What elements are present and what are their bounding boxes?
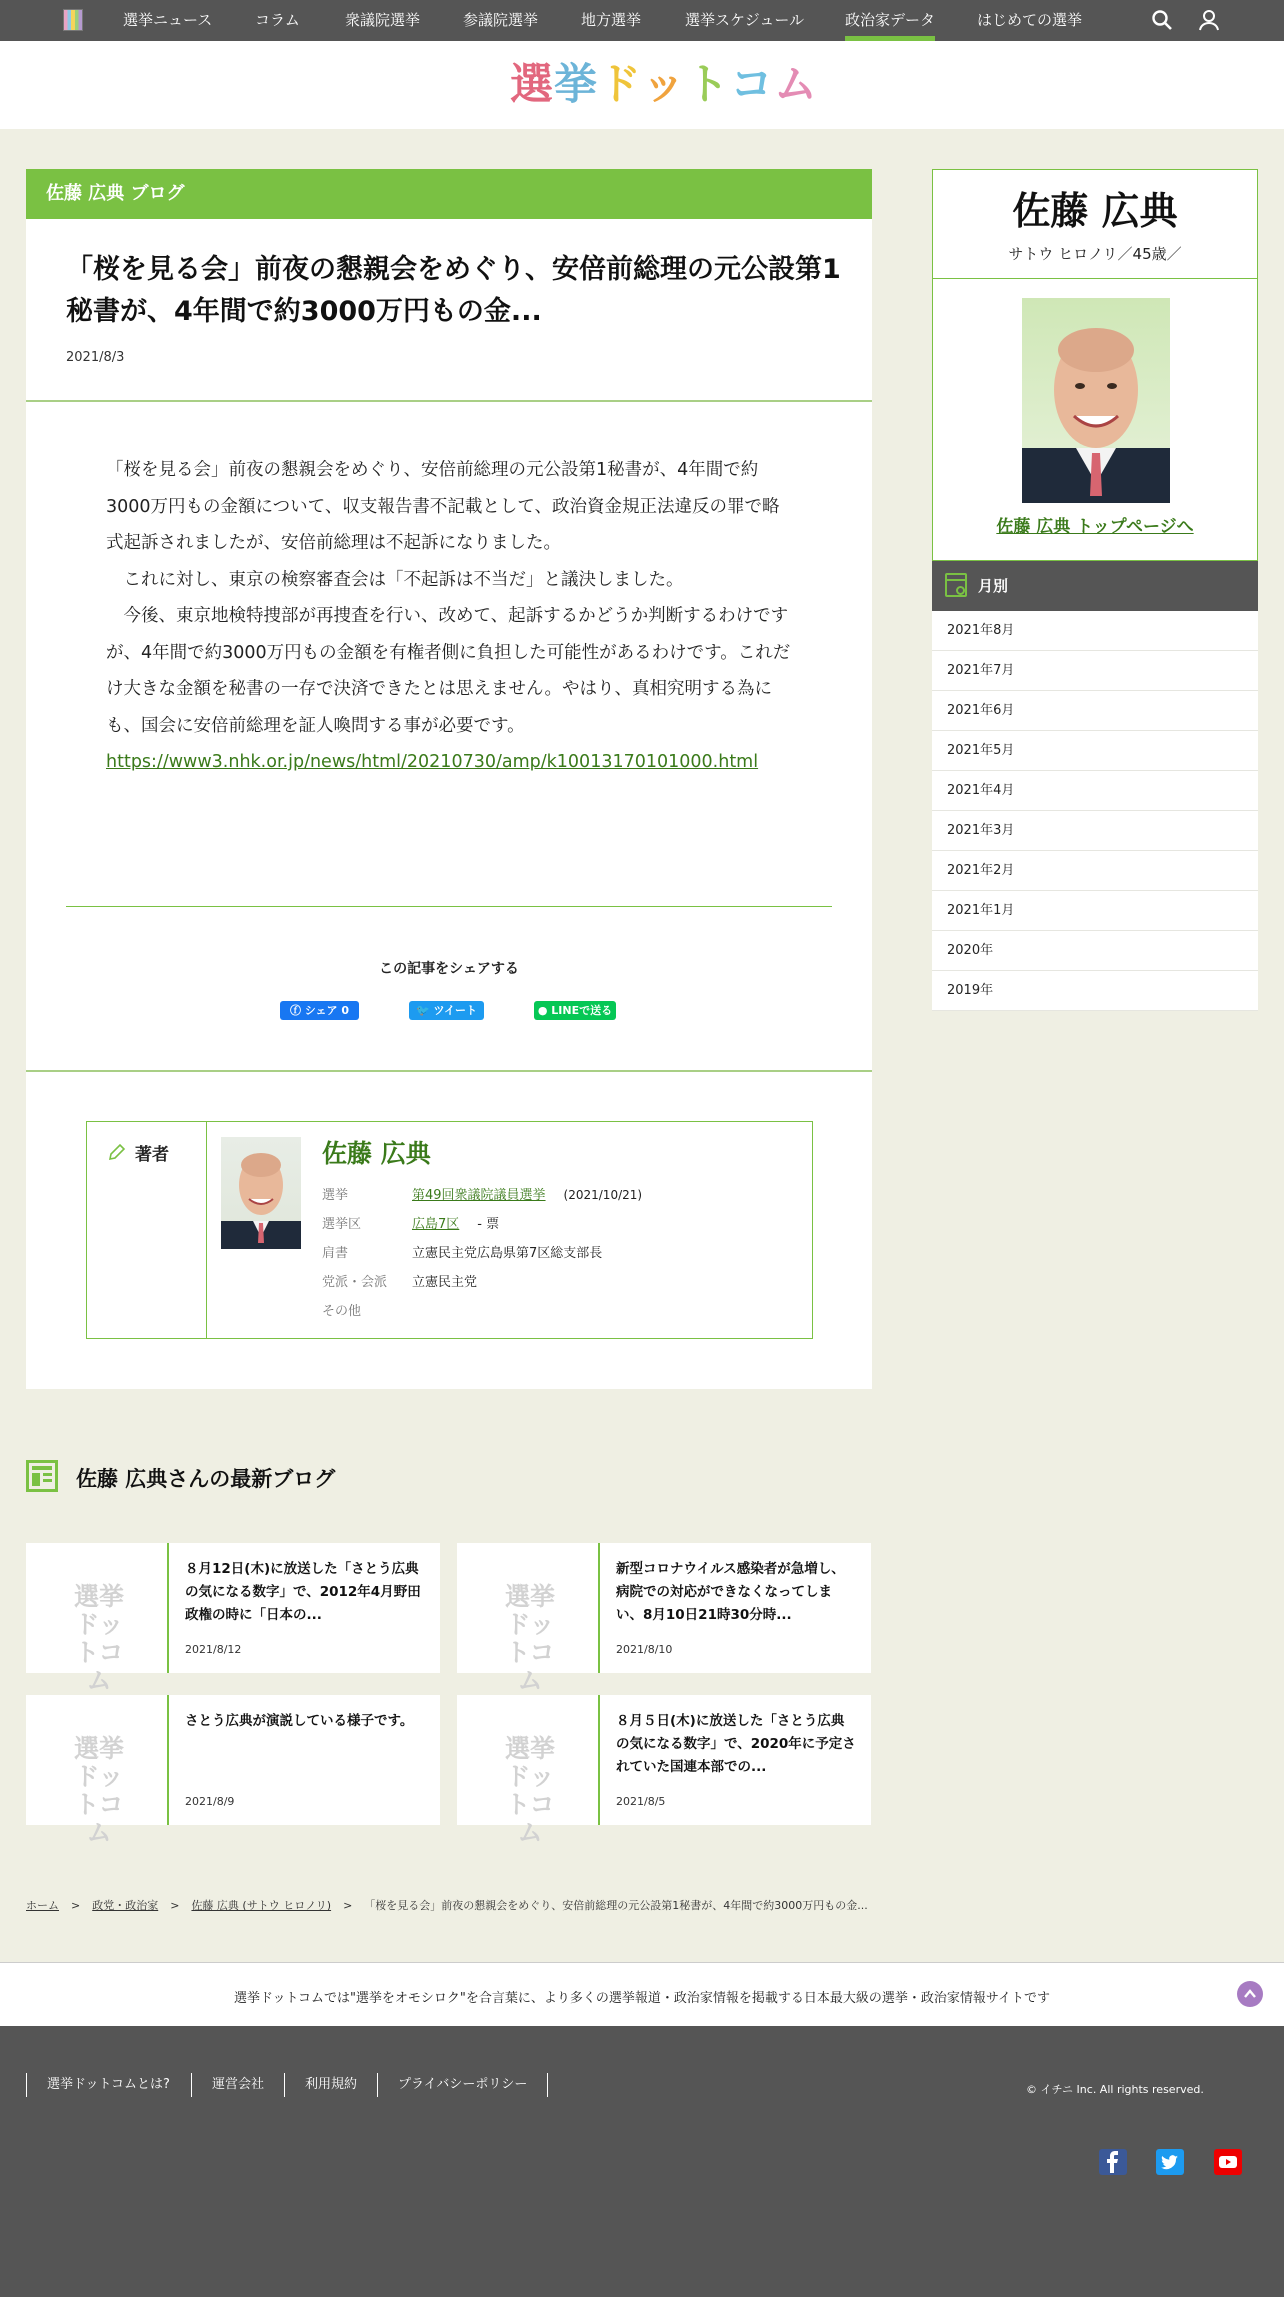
author-row-key: その他 (322, 1304, 362, 1319)
tweet-label: ツイート (433, 1004, 477, 1017)
home-logo-icon[interactable] (63, 9, 83, 31)
footer-link-privacy[interactable]: プライバシーポリシー (377, 2073, 548, 2097)
footer-tagline-bar (0, 1962, 1284, 2026)
site-logo[interactable]: 選挙ドットコム (510, 60, 818, 110)
nav-item-sangiin[interactable]: 参議院選挙 (463, 11, 539, 29)
month-archive-item[interactable]: 2021年7月 (932, 651, 1258, 691)
site-header (0, 41, 1284, 129)
calendar-icon (945, 573, 967, 597)
nav-item-column[interactable]: コラム (255, 11, 300, 29)
month-archive-item[interactable]: 2021年6月 (932, 691, 1258, 731)
month-archive-item[interactable]: 2021年3月 (932, 811, 1258, 851)
blog-header: 佐藤 広典 ブログ (26, 169, 872, 219)
author-row-election (322, 1184, 642, 1203)
article-paragraph: これに対し、東京の検察審査会は「不起訴は不当だ」と議決しました。 (106, 569, 684, 590)
district-link[interactable]: 広島7区 (412, 1217, 460, 1232)
blog-card-thumbnail (457, 1695, 600, 1847)
author-row-party (322, 1271, 477, 1290)
breadcrumb-separator: > (71, 1899, 81, 1912)
placeholder-logo: 選挙ドットコム (504, 1582, 555, 1695)
nav-item-politician-data[interactable]: 政治家データ (845, 0, 935, 41)
month-archive-item[interactable]: 2021年8月 (932, 611, 1258, 651)
blog-card[interactable] (26, 1695, 440, 1847)
author-row-key: 党派・会派 (322, 1275, 388, 1290)
youtube-icon[interactable] (1214, 2149, 1242, 2175)
article-body (106, 452, 796, 781)
article-paragraph: 「桜を見る会」前夜の懇親会をめぐり、安倍前総理の元公設第1秘書が、4年間で約3000万円もの金額について、収支報告書不記載として、政治資金規正法違反の罪で略式起訴されましたが、安倍前総理は不起訴になりました。 (106, 460, 780, 553)
facebook-share-label: シェア 0 (304, 1004, 350, 1017)
nav-item-first-election[interactable]: はじめての選挙 (977, 11, 1083, 29)
blog-card[interactable] (457, 1543, 871, 1695)
divider (66, 906, 832, 907)
month-archive-item[interactable]: 2019年 (932, 971, 1258, 1011)
footer-link-company[interactable]: 運営会社 (191, 2073, 284, 2097)
footer-link-about[interactable]: 選挙ドットコムとは? (26, 2073, 190, 2097)
vote-count: - 票 (477, 1217, 500, 1232)
author-photo (221, 1137, 301, 1249)
election-date: (2021/10/21) (563, 1188, 643, 1202)
author-row-key: 選挙区 (322, 1217, 362, 1232)
breadcrumb-current: 「桜を見る会」前夜の懇親会をめぐり、安倍前総理の元公設第1秘書が、4年間で約3000万円もの金... (364, 1899, 868, 1912)
author-row-title (322, 1242, 602, 1261)
author-label-cell (87, 1122, 207, 1338)
facebook-icon: ⓕ (289, 1004, 305, 1017)
breadcrumb-profile[interactable]: 佐藤 広典 (サトウ ヒロノリ) (191, 1899, 332, 1912)
divider (26, 1070, 872, 1072)
blog-card-date: 2021/8/10 (616, 1643, 673, 1656)
user-icon[interactable] (1197, 8, 1221, 32)
author-row-district (322, 1213, 499, 1232)
nav-item-local[interactable]: 地方選挙 (581, 11, 642, 29)
share-title: この記事をシェアする (379, 961, 519, 977)
divider (26, 400, 872, 402)
placeholder-logo: 選挙ドットコム (73, 1734, 124, 1847)
politician-photo (1022, 298, 1170, 503)
blog-card-thumbnail (457, 1543, 600, 1695)
twitter-icon: 🐦 (416, 1004, 434, 1017)
author-label: 著者 (135, 1145, 169, 1165)
politician-kana-age: サトウ ヒロノリ／45歳／ (1008, 245, 1182, 263)
politician-top-page-link[interactable]: 佐藤 広典 トップページへ (996, 517, 1194, 537)
breadcrumb-politicians[interactable]: 政党・政治家 (92, 1899, 159, 1912)
blog-card-title: さとう広典が演説している様子です。 (185, 1713, 414, 1729)
article-title: 「桜を見る会」前夜の懇親会をめぐり、安倍前総理の元公設第1秘書が、4年間で約3000万円もの金... (66, 254, 841, 327)
pencil-icon (107, 1142, 127, 1162)
footer-tagline: 選挙ドットコムでは"選挙をオモシロク"を合言葉に、より多くの選挙報道・政治家情報を掲載する日本最大級の選挙・政治家情報サイトです (233, 1991, 1050, 2006)
footer (0, 2026, 1284, 2297)
month-archive-item[interactable]: 2021年2月 (932, 851, 1258, 891)
line-icon: ● (537, 1004, 552, 1017)
politician-name: 佐藤 広典 (1012, 189, 1178, 233)
blog-card-date: 2021/8/5 (616, 1795, 666, 1808)
monthly-archive-header: 月別 (932, 561, 1258, 611)
author-name: 佐藤 広典 (322, 1139, 431, 1168)
month-archive-item[interactable]: 2020年 (932, 931, 1258, 971)
tweet-button[interactable] (409, 1001, 484, 1020)
footer-link-terms[interactable]: 利用規約 (284, 2073, 377, 2097)
blog-card[interactable] (26, 1543, 440, 1695)
blog-card-title: ８月５日(木)に放送した「さとう広典の気になる数字」で、2020年に予定されていた国連本部での... (616, 1713, 856, 1775)
blog-article (26, 219, 872, 1389)
scroll-to-top-button[interactable] (1237, 1981, 1263, 2007)
placeholder-logo: 選挙ドットコム (504, 1734, 555, 1847)
breadcrumb-home[interactable]: ホーム (26, 1899, 59, 1912)
chevron-up-icon (1237, 1981, 1263, 2007)
politician-profile-card (932, 169, 1258, 561)
blog-card-title: ８月12日(木)に放送した「さとう広典の気になる数字」で、2012年4月野田政権の時に「日本の... (185, 1561, 421, 1623)
placeholder-logo: 選挙ドットコム (73, 1582, 124, 1695)
author-row-key: 選挙 (322, 1188, 349, 1203)
facebook-share-button[interactable] (280, 1001, 359, 1020)
author-row-value: 立憲民主党 (412, 1275, 478, 1290)
article-date: 2021/8/3 (66, 350, 125, 365)
search-icon[interactable] (1150, 8, 1174, 32)
blog-card-title: 新型コロナウイルス感染者が急増し、病院での対応ができなくなってしまい、8月10日21時30分時... (616, 1561, 845, 1623)
breadcrumb-separator: > (343, 1899, 353, 1912)
author-box (86, 1121, 813, 1339)
blog-card-date: 2021/8/9 (185, 1795, 235, 1808)
month-archive-item[interactable]: 2021年1月 (932, 891, 1258, 931)
latest-blogs-title: 佐藤 広典さんの最新ブログ (76, 1467, 336, 1491)
nav-item-shugiin[interactable]: 衆議院選挙 (345, 11, 421, 29)
nav-item-news[interactable]: 選挙ニュース (123, 11, 213, 29)
author-row-key: 肩書 (322, 1246, 349, 1261)
line-share-label: LINEで送る (551, 1004, 613, 1017)
author-row-other (322, 1300, 412, 1319)
breadcrumb (26, 1897, 868, 1913)
twitter-icon[interactable] (1156, 2149, 1184, 2175)
election-link[interactable]: 第49回衆議院議員選挙 (412, 1188, 546, 1203)
blog-card-thumbnail (26, 1695, 169, 1847)
facebook-icon[interactable] (1099, 2149, 1127, 2175)
blog-list-icon (26, 1460, 58, 1492)
article-source-link[interactable]: https://www3.nhk.or.jp/news/html/20210730/amp/k10013170101000.html (106, 752, 759, 772)
month-archive-item[interactable]: 2021年5月 (932, 731, 1258, 771)
blog-card[interactable] (457, 1695, 871, 1847)
breadcrumb-separator: > (170, 1899, 180, 1912)
line-share-button[interactable] (534, 1001, 616, 1020)
blog-card-date: 2021/8/12 (185, 1643, 242, 1656)
article-paragraph: 今後、東京地検特捜部が再捜査を行い、改めて、起訴するかどうか判断するわけですが、4年間で約3000万円もの金額を有権者側に負担した可能性があるわけです。これだけ大きな金額を秘書の一存で決済できたとは思えません。やはり、真相究明する為にも、国会に安倍前総理を証人喚問する事が必要です。 (106, 606, 791, 736)
nav-item-schedule[interactable]: 選挙スケジュール (685, 11, 805, 29)
copyright: © イチニ Inc. All rights reserved. (1026, 2083, 1204, 2096)
month-archive-item[interactable]: 2021年4月 (932, 771, 1258, 811)
author-row-value: 立憲民主党広島県第7区総支部長 (412, 1246, 603, 1261)
divider (933, 278, 1257, 279)
top-nav (0, 0, 1284, 41)
blog-card-thumbnail (26, 1543, 169, 1695)
